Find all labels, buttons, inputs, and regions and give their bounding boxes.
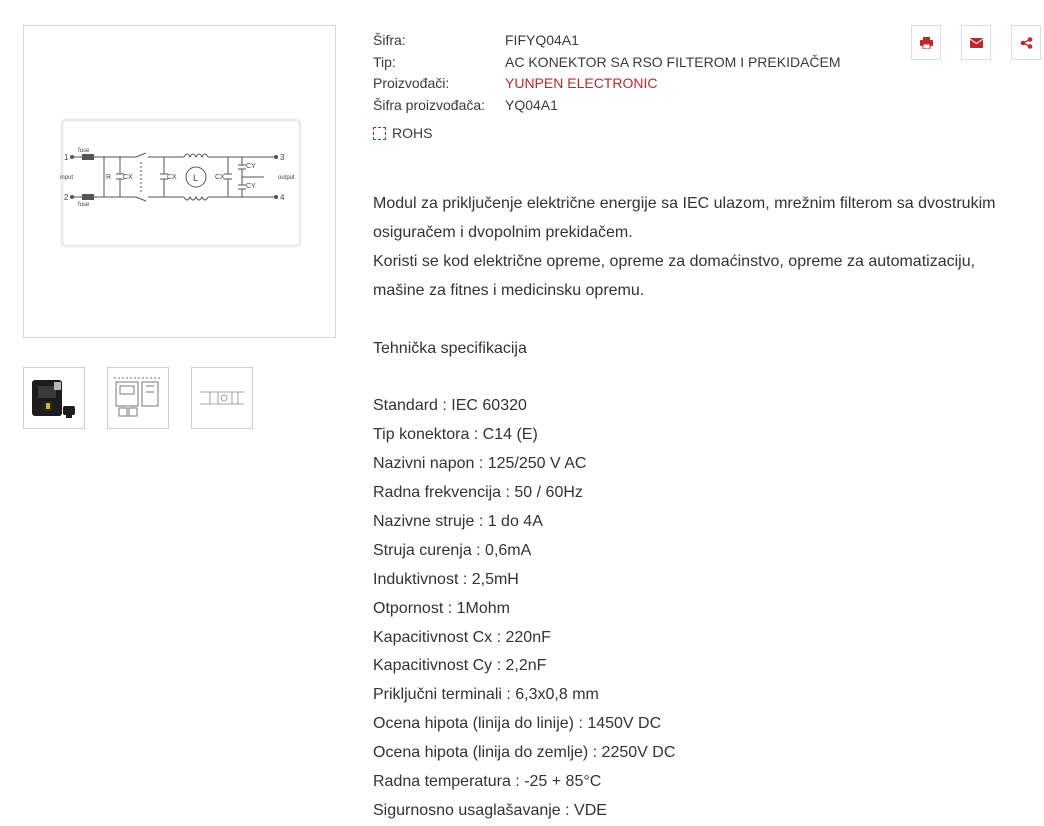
drawing-icon	[108, 368, 168, 428]
spec-line: Radna frekvencija : 50 / 60Hz	[373, 484, 583, 502]
thumbnail-product-photo[interactable]	[23, 367, 85, 429]
share-button[interactable]	[1011, 25, 1041, 60]
spec-line: Priključni terminali : 6,3x0,8 mm	[373, 686, 599, 704]
watermark	[62, 120, 300, 246]
description-paragraph: Modul za priključenje električne energije sa IEC ulazom, mrežnim filterom sa dvostrukim osiguračem i dvopolnim prekidačem.	[373, 195, 996, 241]
field-value: AC KONEKTOR SA RSO FILTEROM I PREKIDAČEM	[505, 53, 841, 70]
product-photo-icon	[24, 368, 84, 428]
print-icon	[920, 37, 933, 49]
terminal-label: 4	[280, 193, 285, 202]
cx-label: CX	[123, 174, 133, 181]
spec-line: Kapacitivnost Cx : 220nF	[373, 628, 551, 646]
share-icon	[1020, 37, 1033, 49]
field-label: Tip:	[373, 53, 396, 70]
envelope-icon	[970, 38, 983, 48]
spec-line: Nazivne struje : 1 do 4A	[373, 512, 543, 530]
spec-line: Ocena hipota (linija do zemlje) : 2250V DC	[373, 744, 676, 762]
main-product-image[interactable]	[23, 25, 336, 338]
spec-line: Radna temperatura : -25 + 85°C	[373, 773, 602, 791]
rohs-badge	[373, 124, 432, 142]
description-paragraph: Koristi se kod električne opreme, opreme za domaćinstvo, opreme za automatizaciju, mašine za fitnes i medicinsku opremu.	[373, 252, 976, 299]
field-label: Proizvođači:	[373, 75, 450, 92]
thumbnail-schematic[interactable]	[191, 367, 253, 429]
spec-line: Struja curenja : 0,6mA	[373, 541, 532, 559]
spec-line: Standard : IEC 60320	[373, 397, 527, 415]
spec-title: Tehnička specifikacija	[373, 339, 527, 357]
rohs-icon	[373, 127, 386, 140]
email-button[interactable]	[961, 25, 991, 60]
product-description	[373, 190, 1023, 826]
cx-label: CX	[215, 174, 225, 181]
spec-line: Ocena hipota (linija do linije) : 1450V DC	[373, 715, 662, 733]
fuse-label: fuse	[78, 202, 90, 208]
fuse-label: fuse	[78, 148, 90, 154]
spec-line: Induktivnost : 2,5mH	[373, 570, 519, 588]
input-label: input	[60, 175, 74, 181]
cx-label: CX	[167, 174, 177, 181]
manufacturer-link[interactable]: YUNPEN ELECTRONIC	[505, 75, 658, 92]
schematic-icon	[192, 368, 252, 428]
cy-label: CY	[246, 163, 256, 170]
field-label: Šifra proizvođača:	[373, 97, 486, 114]
thumbnail-dimension-drawing[interactable]	[107, 367, 169, 429]
terminal-label: 3	[280, 153, 285, 162]
field-value: FIFYQ04A1	[505, 32, 579, 48]
rohs-label: ROHS	[392, 125, 433, 141]
schematic-diagram	[24, 26, 335, 337]
inductor-label: L	[193, 173, 199, 183]
print-button[interactable]	[911, 25, 941, 60]
field-value: YQ04A1	[505, 97, 558, 114]
spec-line: Tip konektora : C14 (E)	[373, 426, 538, 444]
terminal-label: 2	[64, 193, 69, 202]
terminal-label: 1	[64, 153, 69, 162]
spec-line: Kapacitivnost Cy : 2,2nF	[373, 657, 547, 675]
cy-label: CY	[246, 183, 256, 190]
spec-line: Otpornost : 1Mohm	[373, 599, 510, 617]
spec-line: Nazivni napon : 125/250 V AC	[373, 455, 587, 473]
output-label: output	[278, 175, 295, 181]
resistor-label: R	[106, 174, 112, 181]
field-label: Šifra:	[373, 32, 406, 48]
spec-line: Sigurnosno usaglašavanje : VDE	[373, 802, 607, 819]
